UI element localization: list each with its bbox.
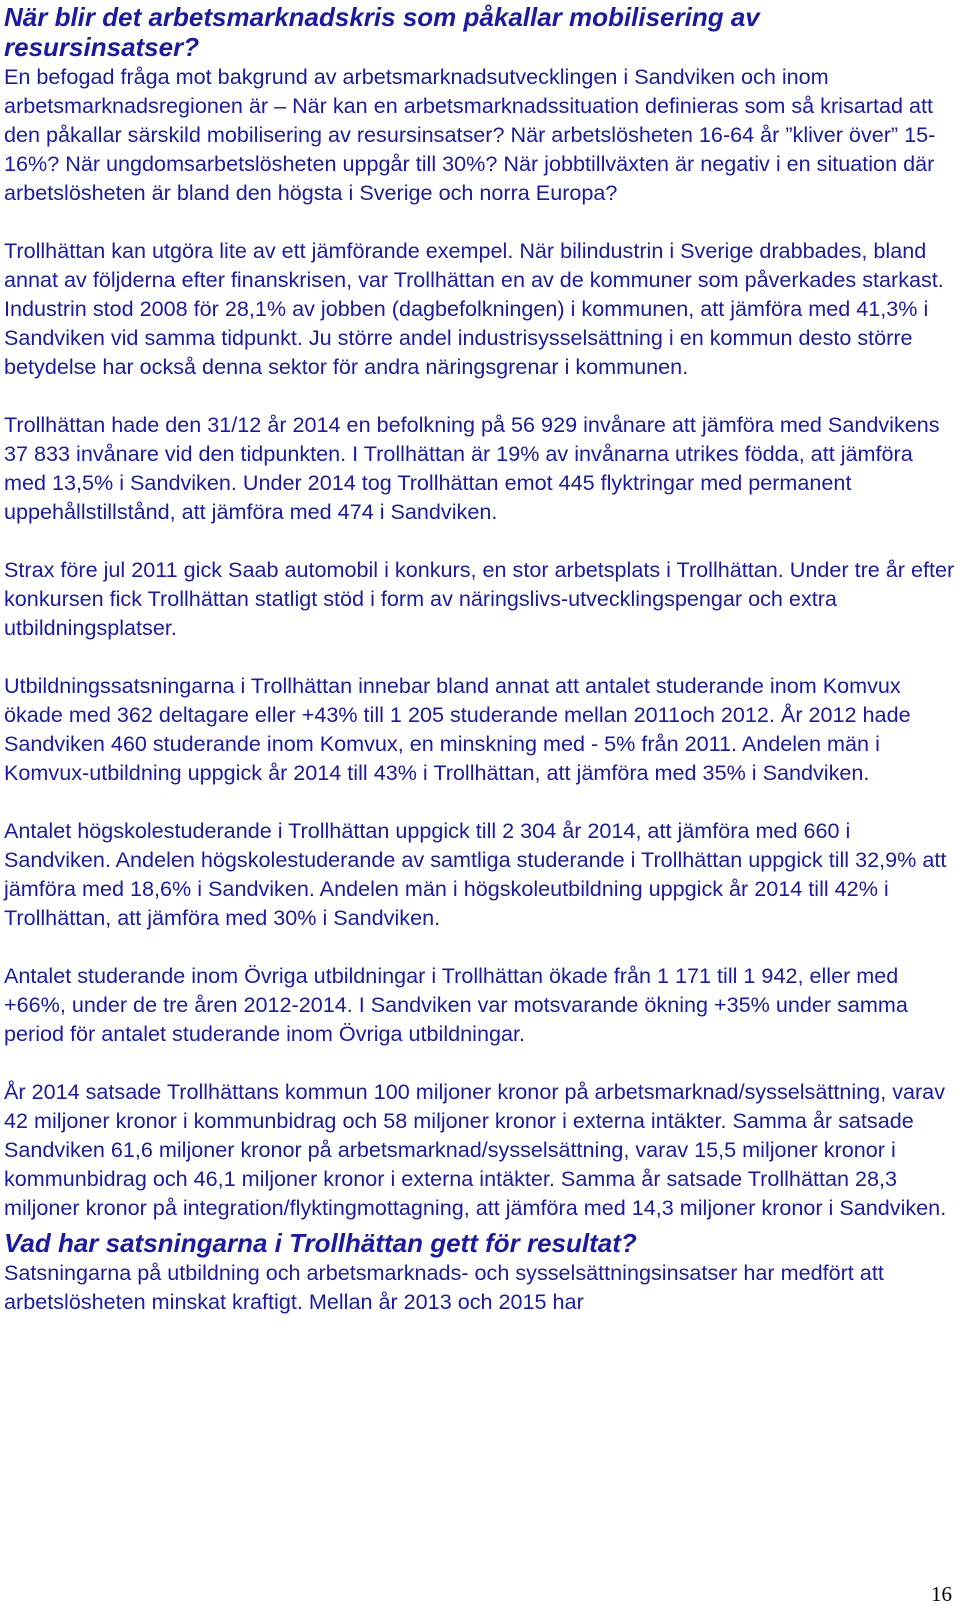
paragraph-komvux: Utbildningssatsningarna i Trollhättan innebar bland annat att antalet studerande inom Komvux ökade med 362 deltagare eller +43% till 1 205 studerande mellan 2011och 2012. År 2012 hade Sandviken 460 studerande inom Komvux, en minskning med - 5% från 2011. Andelen män i Komvux-utbildning uppgick år 2014 till 43% i Trollhättan, att jämföra med 35% i Sandviken. (4, 673, 911, 785)
document-page (4, 0, 956, 1316)
paragraph-intro: En befogad fråga mot bakgrund av arbetsmarknadsutvecklingen i Sandviken och inom arbetsmarknadsregionen är – När kan en arbetsmarknadssituation definieras som så krisartad att den påkallar särskild mobilisering av resursinsatser? När arbetslösheten 16-64 år ”kliver över” 15-16%? När ungdomsarbetslösheten uppgår till 30%? När jobbtillväxten är negativ i en situation där arbetslösheten är bland den högsta i Sverige och norra Europa? (4, 64, 936, 205)
paragraph-population: Trollhättan hade den 31/12 år 2014 en befolkning på 56 929 invånare att jämföra med Sandvikens 37 833 invånare vid den tidpunkten. I Trollhättan är 19% av invånarna utrikes födda, att jämföra med 13,5% i Sandviken. Under 2014 tog Trollhättan emot 445 flyktringar med permanent uppehållstillstånd, att jämföra med 474 i Sandviken. (4, 412, 940, 524)
section-heading-results: Vad har satsningarna i Trollhättan gett för resultat? (4, 1228, 637, 1258)
paragraph-hogskola: Antalet högskolestuderande i Trollhättan uppgick till 2 304 år 2014, att jämföra med 660 i Sandviken. Andelen högskolestuderande av samtliga studerande i Trollhättan uppgick till 32,9% att jämföra med 18,6% i Sandviken. Andelen män i högskoleutbildning uppgick år 2014 till 42% i Trollhättan, att jämföra med 30% i Sandviken. (4, 818, 947, 930)
page-number: 16 (931, 1582, 952, 1606)
paragraph-budget: År 2014 satsade Trollhättans kommun 100 miljoner kronor på arbetsmarknad/sysselsättning, varav 42 miljoner kronor i kommunbidrag och 58 miljoner kronor i externa intäkter. Samma år satsade Sandviken 61,6 miljoner kronor på arbetsmarknad/sysselsättning, varav 15,5 miljoner kronor i kommunbidrag och 46,1 miljoner kronor i externa intäkter. Samma år satsade Trollhättan 28,3 miljoner kronor på integration/flyktingmottagning, att jämföra med 14,3 miljoner kronor i Sandviken. (4, 1079, 947, 1220)
paragraph-saab: Strax före jul 2011 gick Saab automobil i konkurs, en stor arbetsplats i Trollhättan. Under tre år efter konkursen fick Trollhättan statligt stöd i form av näringslivs-utvecklingspengar och extra utbildningsplatser. (4, 557, 955, 640)
paragraph-ovriga: Antalet studerande inom Övriga utbildningar i Trollhättan ökade från 1 171 till 1 942, eller med +66%, under de tre åren 2012-2014. I Sandviken var motsvarande ökning +35% under samma period för antalet studerande inom Övriga utbildningar. (4, 963, 908, 1046)
paragraph-trollhattan-example: Trollhättan kan utgöra lite av ett jämförande exempel. När bilindustrin i Sverige drabbades, bland annat av följderna efter finanskrisen, var Trollhättan en av de kommuner som påverkades starkast. Industrin stod 2008 för 28,1% av jobben (dagbefolkningen) i kommunen, att jämföra med 41,3% i Sandviken vid samma tidpunkt. Ju större andel industrisysselsättning i en kommun desto större betydelse har också denna sektor för andra näringsgrenar i kommunen. (4, 238, 944, 379)
paragraph-results: Satsningarna på utbildning och arbetsmarknads- och sysselsättningsinsatser har medfört att arbetslösheten minskat kraftigt. Mellan år 2013 och 2015 har (4, 1260, 884, 1314)
section-heading: När blir det arbetsmarknadskris som påkallar mobilisering av resursinsatser? (4, 2, 760, 62)
